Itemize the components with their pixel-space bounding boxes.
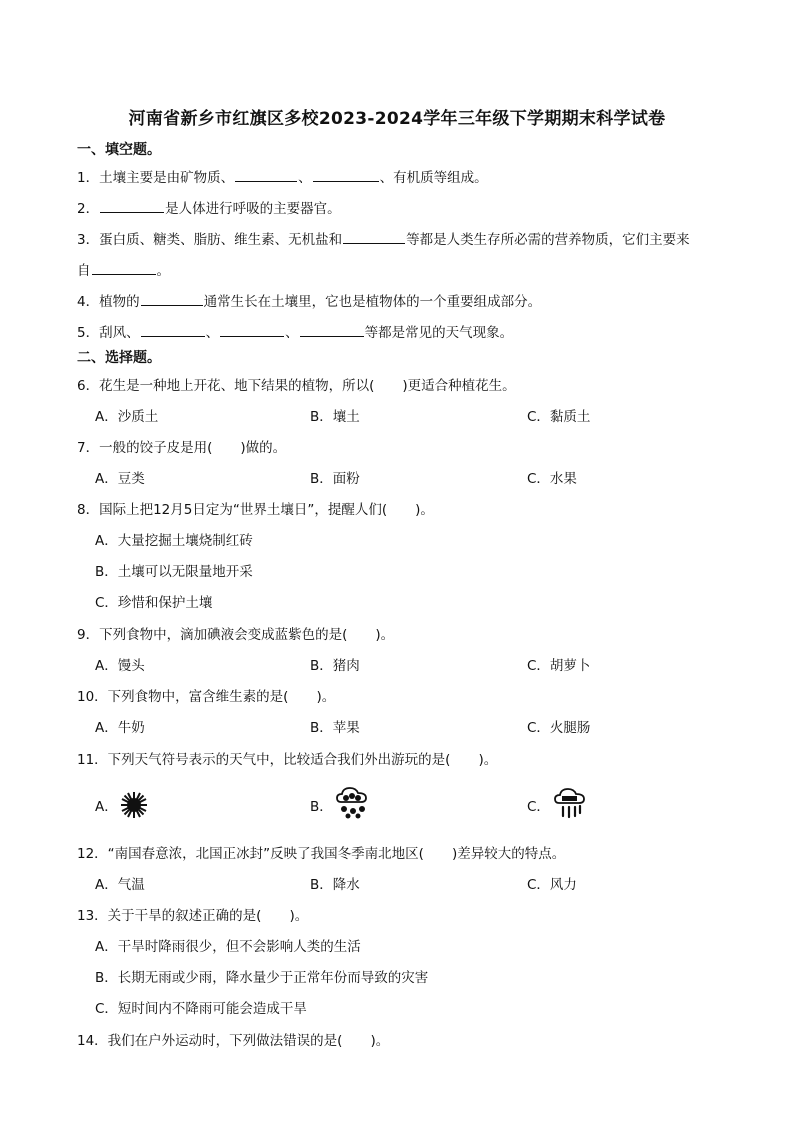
question-3-continued: 自 。 — [77, 263, 170, 279]
option-c[interactable]: C．风力 — [527, 877, 577, 893]
answer-blank[interactable] — [141, 293, 203, 306]
option-b[interactable]: B．苹果 — [310, 720, 360, 736]
option-b[interactable]: B．降水 — [310, 877, 360, 893]
answer-blank[interactable] — [300, 324, 364, 337]
answer-blank[interactable] — [313, 169, 379, 182]
option-b[interactable]: B．长期无雨或少雨，降水量少于正常年份而导致的灾害 — [95, 970, 429, 986]
question-12: 12．“南国春意浓，北国正冰封”反映了我国冬季南北地区( )差异较大的特点。 — [77, 846, 566, 862]
exam-title: 河南省新乡市红旗区多校2023-2024学年三年级下学期期末科学试卷 — [128, 109, 666, 129]
option-a[interactable]: A．馒头 — [95, 658, 145, 674]
question-5: 5．刮风、 、 、 等都是常见的天气现象。 — [77, 325, 514, 341]
option-a[interactable]: A．气温 — [95, 877, 145, 893]
option-b[interactable]: B． — [310, 799, 333, 815]
option-c[interactable]: C．黏质土 — [527, 409, 591, 425]
section-choice: 二、选择题。 — [77, 350, 161, 366]
option-c[interactable]: C．火腿肠 — [527, 720, 591, 736]
answer-blank[interactable] — [220, 324, 284, 337]
option-a[interactable]: A． — [95, 799, 118, 815]
question-2: 2． 是人体进行呼吸的主要器官。 — [77, 201, 341, 217]
question-6: 6．花生是一种地上开花、地下结果的植物，所以( )更适合种植花生。 — [77, 378, 516, 394]
question-13: 13．关于干旱的叙述正确的是( )。 — [77, 908, 309, 924]
answer-blank[interactable] — [141, 324, 205, 337]
option-b[interactable]: B．土壤可以无限量地开采 — [95, 564, 253, 580]
option-a[interactable]: A．干旱时降雨很少，但不会影响人类的生活 — [95, 939, 361, 955]
answer-blank[interactable] — [235, 169, 297, 182]
question-9: 9．下列食物中，滴加碘液会变成蓝紫色的是( )。 — [77, 627, 395, 643]
option-a[interactable]: A．豆类 — [95, 471, 145, 487]
option-c[interactable]: C．短时间内不降雨可能会造成干旱 — [95, 1001, 307, 1017]
option-a[interactable]: A．牛奶 — [95, 720, 145, 736]
option-a[interactable]: A．大量挖掘土壤烧制红砖 — [95, 533, 253, 549]
question-8: 8．国际上把12月5日定为“世界土壤日”，提醒人们( )。 — [77, 502, 434, 518]
option-c[interactable]: C． — [527, 799, 550, 815]
option-c[interactable]: C．胡萝卜 — [527, 658, 591, 674]
option-c[interactable]: C．水果 — [527, 471, 577, 487]
answer-blank[interactable] — [100, 200, 164, 213]
question-3: 3．蛋白质、糖类、脂肪、维生素、无机盐和 等都是人类生存所必需的营养物质，它们主要来 — [77, 232, 690, 248]
option-b[interactable]: B．面粉 — [310, 471, 360, 487]
question-1: 1．土壤主要是由矿物质、 、 、有机质等组成。 — [77, 170, 488, 186]
option-b[interactable]: B．壤土 — [310, 409, 360, 425]
question-10: 10．下列食物中，富含维生素的是( )。 — [77, 689, 336, 705]
option-a[interactable]: A．沙质土 — [95, 409, 159, 425]
question-4: 4．植物的 通常生长在土壤里，它也是植物体的一个重要组成部分。 — [77, 294, 542, 310]
answer-blank[interactable] — [343, 231, 405, 244]
option-c[interactable]: C．珍惜和保护土壤 — [95, 595, 213, 611]
rain-cloud-icon — [552, 784, 588, 820]
question-7: 7．一般的饺子皮是用( )做的。 — [77, 440, 287, 456]
question-11: 11．下列天气符号表示的天气中，比较适合我们外出游玩的是( )。 — [77, 752, 498, 768]
section-fill-blank: 一、填空题。 — [77, 142, 161, 158]
snow-cloud-icon — [334, 784, 370, 820]
question-14: 14．我们在户外运动时，下列做法错误的是( )。 — [77, 1033, 390, 1049]
sun-icon — [119, 790, 149, 820]
option-b[interactable]: B．猪肉 — [310, 658, 360, 674]
answer-blank[interactable] — [92, 262, 156, 275]
